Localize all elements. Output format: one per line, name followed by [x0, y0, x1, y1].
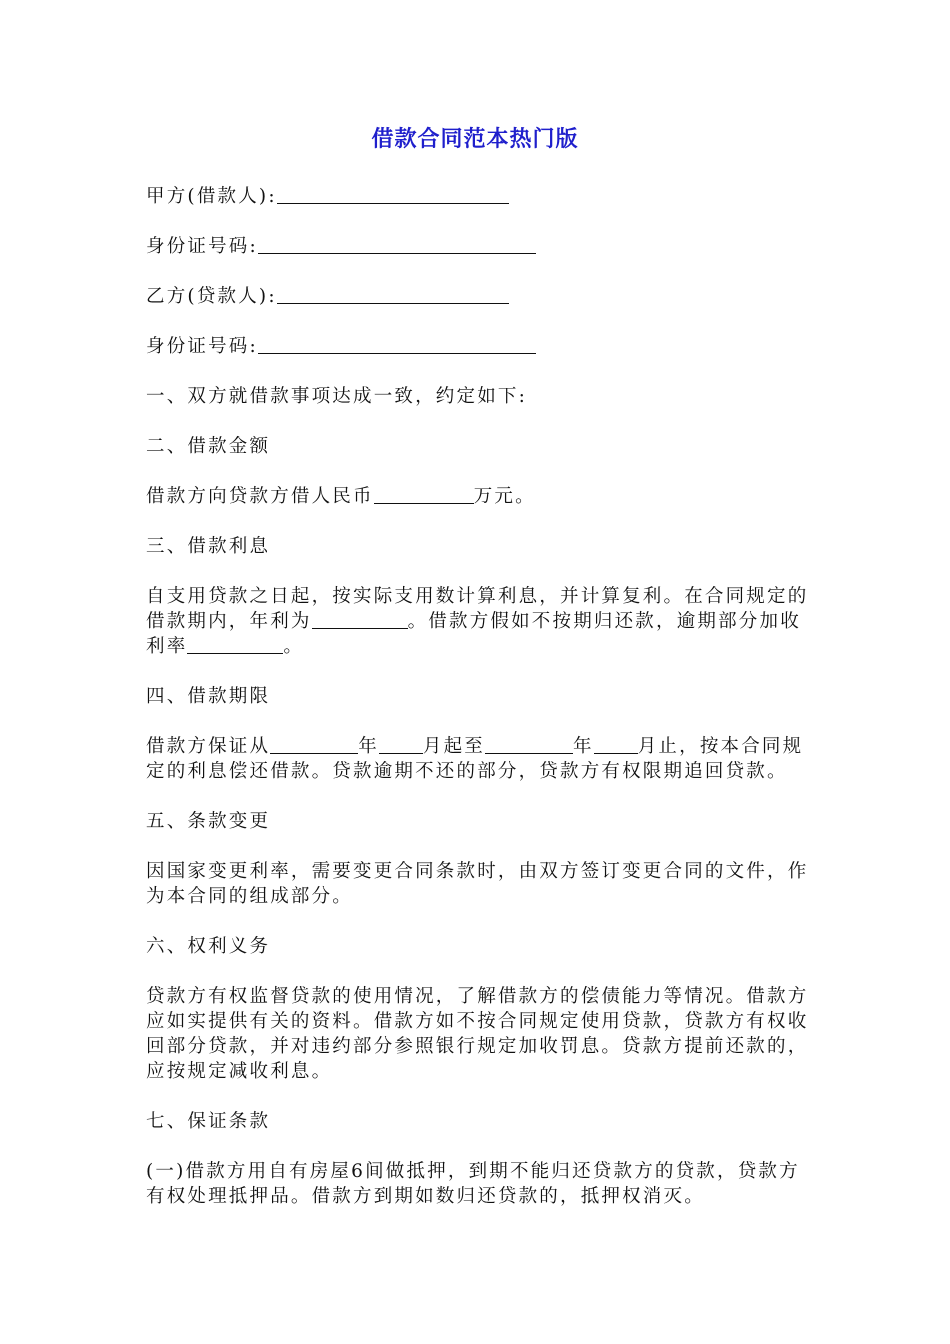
rights-paragraph: 贷款方有权监督贷款的使用情况，了解借款方的偿债能力等情况。借款方应如实提供有关的资料。借款方如不按合同规定使用贷款，贷款方有权收回部分贷款，并对违约部分参照银行规定加收罚息。贷款方提前还款的，应按规定减收利息。 [146, 986, 809, 1082]
rights-heading: 六、权利义务 [146, 936, 271, 957]
term-year-2: 年 [573, 736, 594, 757]
term-text-1: 借款方保证从 [146, 736, 271, 757]
amount-heading: 二、借款金额 [146, 436, 271, 457]
overdue-rate-blank [187, 635, 283, 654]
amount-text-1: 借款方向贷款方借人民币 [146, 486, 374, 507]
party-a-blank [277, 185, 509, 204]
party-a-id-label: 身份证号码: [146, 236, 258, 257]
party-a-id-blank [258, 235, 536, 254]
change-paragraph: 因国家变更利率，需要变更合同条款时，由双方签订变更合同的文件，作为本合同的组成部分。 [146, 861, 809, 907]
interest-heading: 三、借款利息 [146, 536, 271, 557]
annual-rate-blank [312, 610, 408, 629]
interest-paragraph [146, 584, 810, 659]
end-month-blank [594, 735, 638, 754]
party-b-label: 乙方(贷款人): [146, 286, 277, 307]
change-heading: 五、条款变更 [146, 811, 271, 832]
party-a-line [146, 184, 810, 209]
term-heading: 四、借款期限 [146, 686, 271, 707]
interest-text-1: 自支用贷款之日起，按实际支用数计算利息，并计算复利。在合同规定的借款期内，年利为 [146, 586, 809, 632]
party-b-id-blank [258, 335, 536, 354]
party-b-blank [277, 285, 509, 304]
start-year-blank [270, 735, 358, 754]
interest-text-3: 。 [283, 636, 305, 657]
term-paragraph [146, 734, 810, 784]
guarantee-paragraph: (一)借款方用自有房屋6间做抵押，到期不能归还贷款方的贷款，贷款方有权处理抵押品。借款方到期如数归还贷款的，抵押权消灭。 [146, 1161, 800, 1207]
party-b-id-line [146, 334, 810, 359]
party-a-id-line [146, 234, 810, 259]
party-b-id-label: 身份证号码: [146, 336, 258, 357]
start-month-blank [379, 735, 423, 754]
intro-paragraph: 一、双方就借款事项达成一致，约定如下: [146, 386, 528, 407]
party-b-line [146, 284, 810, 309]
term-month-1: 月起至 [422, 736, 486, 757]
document-title: 借款合同范本热门版 [371, 127, 579, 152]
interest-text-2: 。借款方假如不按期归还款，逾期部分加收利率 [146, 611, 801, 657]
amount-paragraph [146, 484, 810, 509]
document-body [146, 184, 810, 1234]
end-year-blank [485, 735, 573, 754]
term-year-1: 年 [358, 736, 379, 757]
term-month-2: 月止，按本合同规定的利息偿还借款。贷款逾期不还的部分，贷款方有权限期追回贷款。 [146, 736, 804, 782]
guarantee-heading: 七、保证条款 [146, 1111, 271, 1132]
amount-text-2: 万元。 [473, 486, 536, 507]
party-a-label: 甲方(借款人): [146, 186, 277, 207]
amount-blank [374, 485, 474, 504]
